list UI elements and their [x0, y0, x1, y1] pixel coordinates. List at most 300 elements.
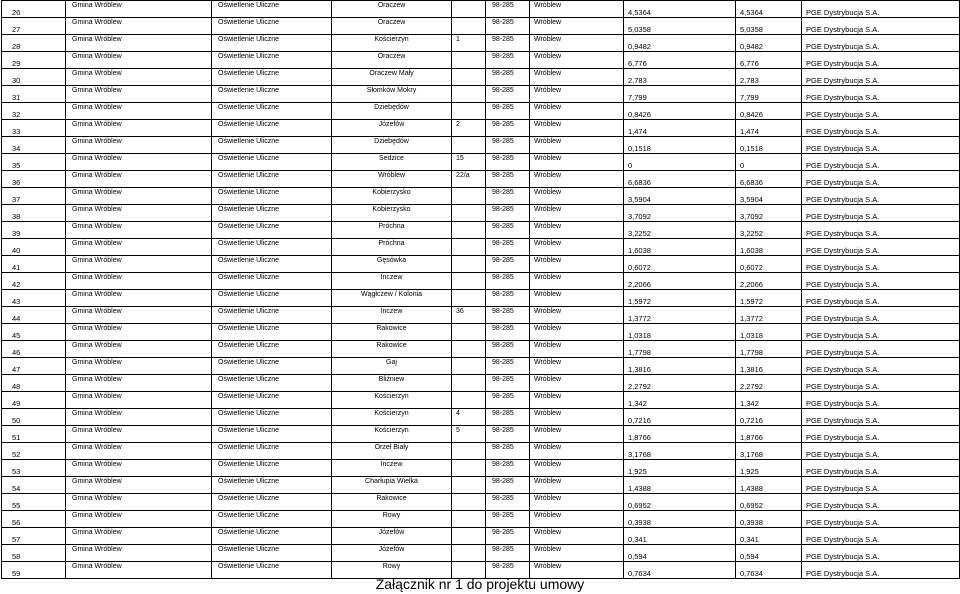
row-number: 27 — [2, 18, 66, 35]
cell-moc-umowna: 0,7634 — [736, 562, 802, 579]
cell-moc: 1,3772 — [624, 307, 736, 324]
cell-kod-pocztowy: 98-285 — [486, 18, 530, 35]
cell-rodzaj: Oświetlenie Uliczne — [212, 171, 332, 188]
row-number: 29 — [2, 52, 66, 69]
cell-moc-umowna: 2,2066 — [736, 273, 802, 290]
cell-moc: 3,2252 — [624, 222, 736, 239]
cell-numer — [452, 103, 486, 120]
cell-rodzaj: Oświetlenie Uliczne — [212, 290, 332, 307]
table-row — [2, 35, 960, 52]
cell-numer — [452, 205, 486, 222]
cell-gmina: Gmina Wróblew — [66, 171, 212, 188]
cell-moc: 0 — [624, 154, 736, 171]
cell-osd: PGE Dystrybucja S.A. — [802, 256, 960, 273]
cell-kod-pocztowy: 98-285 — [486, 307, 530, 324]
cell-kod-pocztowy: 98-285 — [486, 460, 530, 477]
table-row — [2, 392, 960, 409]
cell-kod-pocztowy: 98-285 — [486, 103, 530, 120]
row-number: 49 — [2, 392, 66, 409]
cell-moc-umowna: 0,1518 — [736, 137, 802, 154]
row-number: 48 — [2, 375, 66, 392]
cell-osd: PGE Dystrybucja S.A. — [802, 120, 960, 137]
cell-osd: PGE Dystrybucja S.A. — [802, 358, 960, 375]
cell-moc: 0,341 — [624, 528, 736, 545]
cell-numer: 5 — [452, 426, 486, 443]
row-number: 44 — [2, 307, 66, 324]
cell-poczta: Wróblew — [530, 103, 624, 120]
cell-osd: PGE Dystrybucja S.A. — [802, 528, 960, 545]
cell-kod-pocztowy: 98-285 — [486, 341, 530, 358]
cell-osd: PGE Dystrybucja S.A. — [802, 494, 960, 511]
cell-osd: PGE Dystrybucja S.A. — [802, 222, 960, 239]
cell-moc: 1,3816 — [624, 358, 736, 375]
cell-miejscowosc: Inczew — [332, 460, 452, 477]
row-number: 40 — [2, 239, 66, 256]
table-row — [2, 205, 960, 222]
cell-gmina: Gmina Wróblew — [66, 341, 212, 358]
street-lighting-table — [1, 0, 960, 579]
cell-moc: 4,5364 — [624, 1, 736, 18]
cell-poczta: Wróblew — [530, 1, 624, 18]
cell-osd: PGE Dystrybucja S.A. — [802, 443, 960, 460]
cell-moc: 7,799 — [624, 86, 736, 103]
cell-moc-umowna: 0,7216 — [736, 409, 802, 426]
cell-kod-pocztowy: 98-285 — [486, 375, 530, 392]
cell-miejscowosc: Rowy — [332, 511, 452, 528]
cell-poczta: Wróblew — [530, 307, 624, 324]
cell-kod-pocztowy: 98-285 — [486, 443, 530, 460]
cell-moc-umowna: 1,4388 — [736, 477, 802, 494]
cell-miejscowosc: Rakowice — [332, 341, 452, 358]
cell-kod-pocztowy: 98-285 — [486, 154, 530, 171]
cell-numer: 15 — [452, 154, 486, 171]
table-row — [2, 103, 960, 120]
cell-moc-umowna: 3,2252 — [736, 222, 802, 239]
table-row — [2, 460, 960, 477]
cell-miejscowosc: Oraczew — [332, 18, 452, 35]
cell-poczta: Wróblew — [530, 222, 624, 239]
cell-miejscowosc: Słomków Mokry — [332, 86, 452, 103]
cell-miejscowosc: Rowy — [332, 562, 452, 579]
cell-kod-pocztowy: 98-285 — [486, 290, 530, 307]
cell-poczta: Wróblew — [530, 426, 624, 443]
cell-moc-umowna: 1,8766 — [736, 426, 802, 443]
cell-numer — [452, 341, 486, 358]
cell-moc: 0,594 — [624, 545, 736, 562]
cell-gmina: Gmina Wróblew — [66, 52, 212, 69]
cell-osd: PGE Dystrybucja S.A. — [802, 409, 960, 426]
cell-rodzaj: Oświetlenie Uliczne — [212, 205, 332, 222]
cell-gmina: Gmina Wróblew — [66, 494, 212, 511]
footer-caption: Załącznik nr 1 do projektu umowy — [375, 576, 585, 592]
cell-osd: PGE Dystrybucja S.A. — [802, 103, 960, 120]
cell-kod-pocztowy: 98-285 — [486, 426, 530, 443]
cell-rodzaj: Oświetlenie Uliczne — [212, 137, 332, 154]
cell-miejscowosc: Kobierzysko — [332, 188, 452, 205]
cell-kod-pocztowy: 98-285 — [486, 188, 530, 205]
cell-rodzaj: Oświetlenie Uliczne — [212, 477, 332, 494]
table-row — [2, 273, 960, 290]
cell-miejscowosc: Oraczew Mały — [332, 69, 452, 86]
cell-moc-umowna: 7,799 — [736, 86, 802, 103]
table-row — [2, 324, 960, 341]
cell-moc: 0,1518 — [624, 137, 736, 154]
cell-moc-umowna: 3,5904 — [736, 188, 802, 205]
cell-poczta: Wróblew — [530, 443, 624, 460]
cell-kod-pocztowy: 98-285 — [486, 35, 530, 52]
cell-miejscowosc: Orzeł Biały — [332, 443, 452, 460]
cell-numer: 4 — [452, 409, 486, 426]
cell-moc: 3,7092 — [624, 205, 736, 222]
table-body — [2, 1, 960, 579]
cell-poczta: Wróblew — [530, 375, 624, 392]
cell-poczta: Wróblew — [530, 324, 624, 341]
row-number: 45 — [2, 324, 66, 341]
cell-numer — [452, 460, 486, 477]
cell-gmina: Gmina Wróblew — [66, 103, 212, 120]
cell-gmina: Gmina Wróblew — [66, 307, 212, 324]
cell-moc-umowna: 0,3938 — [736, 511, 802, 528]
row-number: 56 — [2, 511, 66, 528]
row-number: 55 — [2, 494, 66, 511]
cell-rodzaj: Oświetlenie Uliczne — [212, 103, 332, 120]
cell-rodzaj: Oświetlenie Uliczne — [212, 52, 332, 69]
cell-osd: PGE Dystrybucja S.A. — [802, 392, 960, 409]
row-number: 51 — [2, 426, 66, 443]
cell-osd: PGE Dystrybucja S.A. — [802, 290, 960, 307]
cell-kod-pocztowy: 98-285 — [486, 1, 530, 18]
row-number: 33 — [2, 120, 66, 137]
cell-miejscowosc: Gaj — [332, 358, 452, 375]
cell-miejscowosc: Wróblew — [332, 171, 452, 188]
table-row — [2, 494, 960, 511]
row-number: 31 — [2, 86, 66, 103]
cell-rodzaj: Oświetlenie Uliczne — [212, 341, 332, 358]
cell-kod-pocztowy: 98-285 — [486, 222, 530, 239]
cell-kod-pocztowy: 98-285 — [486, 120, 530, 137]
cell-moc: 1,7798 — [624, 341, 736, 358]
cell-numer — [452, 52, 486, 69]
cell-poczta: Wróblew — [530, 290, 624, 307]
row-number: 36 — [2, 171, 66, 188]
cell-moc-umowna: 0,594 — [736, 545, 802, 562]
cell-numer — [452, 392, 486, 409]
cell-gmina: Gmina Wróblew — [66, 137, 212, 154]
cell-numer — [452, 528, 486, 545]
cell-numer — [452, 290, 486, 307]
cell-moc-umowna: 2,783 — [736, 69, 802, 86]
cell-numer — [452, 239, 486, 256]
cell-poczta: Wróblew — [530, 392, 624, 409]
cell-rodzaj: Oświetlenie Uliczne — [212, 69, 332, 86]
cell-moc-umowna: 0,341 — [736, 528, 802, 545]
row-number: 46 — [2, 341, 66, 358]
table-row — [2, 409, 960, 426]
cell-moc: 6,776 — [624, 52, 736, 69]
cell-numer — [452, 188, 486, 205]
cell-kod-pocztowy: 98-285 — [486, 86, 530, 103]
row-number: 37 — [2, 188, 66, 205]
cell-moc: 1,925 — [624, 460, 736, 477]
row-number: 47 — [2, 358, 66, 375]
cell-miejscowosc: Gęsówka — [332, 256, 452, 273]
cell-osd: PGE Dystrybucja S.A. — [802, 137, 960, 154]
cell-rodzaj: Oświetlenie Uliczne — [212, 511, 332, 528]
cell-poczta: Wróblew — [530, 562, 624, 579]
cell-rodzaj: Oświetlenie Uliczne — [212, 1, 332, 18]
table-row — [2, 307, 960, 324]
cell-miejscowosc: Kobierzysko — [332, 205, 452, 222]
cell-poczta: Wróblew — [530, 69, 624, 86]
cell-moc-umowna: 3,1768 — [736, 443, 802, 460]
cell-kod-pocztowy: 98-285 — [486, 409, 530, 426]
cell-rodzaj: Oświetlenie Uliczne — [212, 324, 332, 341]
cell-poczta: Wróblew — [530, 120, 624, 137]
table-row — [2, 477, 960, 494]
cell-rodzaj: Oświetlenie Uliczne — [212, 460, 332, 477]
cell-gmina: Gmina Wróblew — [66, 256, 212, 273]
cell-gmina: Gmina Wróblew — [66, 69, 212, 86]
cell-poczta: Wróblew — [530, 460, 624, 477]
cell-numer — [452, 137, 486, 154]
cell-moc: 0,6072 — [624, 256, 736, 273]
cell-rodzaj: Oświetlenie Uliczne — [212, 494, 332, 511]
cell-moc-umowna: 6,776 — [736, 52, 802, 69]
table-row — [2, 256, 960, 273]
cell-rodzaj: Oświetlenie Uliczne — [212, 239, 332, 256]
cell-rodzaj: Oświetlenie Uliczne — [212, 409, 332, 426]
cell-miejscowosc: Kościerzyn — [332, 392, 452, 409]
cell-moc-umowna: 3,7092 — [736, 205, 802, 222]
cell-osd: PGE Dystrybucja S.A. — [802, 52, 960, 69]
cell-moc: 3,1768 — [624, 443, 736, 460]
row-number: 26 — [2, 1, 66, 18]
cell-numer — [452, 86, 486, 103]
cell-gmina: Gmina Wróblew — [66, 18, 212, 35]
table-row — [2, 239, 960, 256]
cell-moc: 1,474 — [624, 120, 736, 137]
row-number: 52 — [2, 443, 66, 460]
cell-rodzaj: Oświetlenie Uliczne — [212, 256, 332, 273]
cell-gmina: Gmina Wróblew — [66, 409, 212, 426]
cell-moc: 5,0358 — [624, 18, 736, 35]
cell-poczta: Wróblew — [530, 511, 624, 528]
cell-kod-pocztowy: 98-285 — [486, 205, 530, 222]
cell-osd: PGE Dystrybucja S.A. — [802, 1, 960, 18]
cell-numer — [452, 477, 486, 494]
cell-poczta: Wróblew — [530, 477, 624, 494]
table-row — [2, 341, 960, 358]
cell-gmina: Gmina Wróblew — [66, 239, 212, 256]
cell-miejscowosc: Inczew — [332, 273, 452, 290]
row-number: 39 — [2, 222, 66, 239]
cell-poczta: Wróblew — [530, 273, 624, 290]
cell-moc-umowna: 1,474 — [736, 120, 802, 137]
cell-numer — [452, 18, 486, 35]
cell-gmina: Gmina Wróblew — [66, 35, 212, 52]
cell-numer — [452, 256, 486, 273]
cell-osd: PGE Dystrybucja S.A. — [802, 86, 960, 103]
cell-numer — [452, 358, 486, 375]
cell-numer — [452, 511, 486, 528]
cell-kod-pocztowy: 98-285 — [486, 477, 530, 494]
cell-rodzaj: Oświetlenie Uliczne — [212, 307, 332, 324]
cell-gmina: Gmina Wróblew — [66, 443, 212, 460]
cell-rodzaj: Oświetlenie Uliczne — [212, 86, 332, 103]
cell-kod-pocztowy: 98-285 — [486, 494, 530, 511]
cell-moc-umowna: 1,6038 — [736, 239, 802, 256]
table-row — [2, 171, 960, 188]
table-row — [2, 52, 960, 69]
cell-poczta: Wróblew — [530, 341, 624, 358]
cell-moc-umowna: 1,5972 — [736, 290, 802, 307]
cell-kod-pocztowy: 98-285 — [486, 358, 530, 375]
cell-osd: PGE Dystrybucja S.A. — [802, 307, 960, 324]
table-row — [2, 443, 960, 460]
cell-poczta: Wróblew — [530, 188, 624, 205]
cell-numer — [452, 375, 486, 392]
cell-poczta: Wróblew — [530, 171, 624, 188]
row-number: 57 — [2, 528, 66, 545]
cell-poczta: Wróblew — [530, 494, 624, 511]
cell-poczta: Wróblew — [530, 137, 624, 154]
cell-numer — [452, 545, 486, 562]
cell-moc-umowna: 2,2792 — [736, 375, 802, 392]
row-number: 50 — [2, 409, 66, 426]
cell-osd: PGE Dystrybucja S.A. — [802, 324, 960, 341]
cell-gmina: Gmina Wróblew — [66, 120, 212, 137]
table-row — [2, 511, 960, 528]
cell-moc: 1,0318 — [624, 324, 736, 341]
cell-rodzaj: Oświetlenie Uliczne — [212, 545, 332, 562]
cell-gmina: Gmina Wróblew — [66, 562, 212, 579]
table-row — [2, 188, 960, 205]
row-number: 38 — [2, 205, 66, 222]
cell-gmina: Gmina Wróblew — [66, 545, 212, 562]
cell-poczta: Wróblew — [530, 18, 624, 35]
cell-rodzaj: Oświetlenie Uliczne — [212, 35, 332, 52]
cell-moc: 0,7634 — [624, 562, 736, 579]
cell-rodzaj: Oświetlenie Uliczne — [212, 426, 332, 443]
cell-poczta: Wróblew — [530, 528, 624, 545]
cell-numer: 22/a — [452, 171, 486, 188]
cell-rodzaj: Oświetlenie Uliczne — [212, 273, 332, 290]
cell-moc-umowna: 0 — [736, 154, 802, 171]
cell-kod-pocztowy: 98-285 — [486, 239, 530, 256]
table-row — [2, 1, 960, 18]
cell-rodzaj: Oświetlenie Uliczne — [212, 392, 332, 409]
cell-osd: PGE Dystrybucja S.A. — [802, 273, 960, 290]
table-row — [2, 290, 960, 307]
cell-gmina: Gmina Wróblew — [66, 528, 212, 545]
cell-kod-pocztowy: 98-285 — [486, 256, 530, 273]
row-number: 32 — [2, 103, 66, 120]
cell-poczta: Wróblew — [530, 154, 624, 171]
cell-osd: PGE Dystrybucja S.A. — [802, 460, 960, 477]
table-row — [2, 86, 960, 103]
cell-miejscowosc: Oraczew — [332, 1, 452, 18]
cell-gmina: Gmina Wróblew — [66, 477, 212, 494]
cell-rodzaj: Oświetlenie Uliczne — [212, 562, 332, 579]
cell-moc-umowna: 6,6836 — [736, 171, 802, 188]
cell-miejscowosc: Rakowice — [332, 324, 452, 341]
table-row — [2, 69, 960, 86]
cell-numer — [452, 69, 486, 86]
cell-gmina: Gmina Wróblew — [66, 188, 212, 205]
cell-rodzaj: Oświetlenie Uliczne — [212, 18, 332, 35]
cell-numer: 36 — [452, 307, 486, 324]
cell-numer — [452, 324, 486, 341]
cell-poczta: Wróblew — [530, 256, 624, 273]
cell-moc: 2,2066 — [624, 273, 736, 290]
cell-rodzaj: Oświetlenie Uliczne — [212, 154, 332, 171]
cell-miejscowosc: Próchna — [332, 222, 452, 239]
cell-moc: 3,5904 — [624, 188, 736, 205]
cell-osd: PGE Dystrybucja S.A. — [802, 171, 960, 188]
cell-miejscowosc: Charłupia Wielka — [332, 477, 452, 494]
cell-gmina: Gmina Wróblew — [66, 392, 212, 409]
cell-kod-pocztowy: 98-285 — [486, 137, 530, 154]
cell-numer: 1 — [452, 35, 486, 52]
cell-moc-umowna: 0,9482 — [736, 35, 802, 52]
cell-kod-pocztowy: 98-285 — [486, 171, 530, 188]
cell-kod-pocztowy: 98-285 — [486, 528, 530, 545]
cell-rodzaj: Oświetlenie Uliczne — [212, 443, 332, 460]
cell-osd: PGE Dystrybucja S.A. — [802, 154, 960, 171]
cell-moc: 1,6038 — [624, 239, 736, 256]
cell-osd: PGE Dystrybucja S.A. — [802, 35, 960, 52]
table-row — [2, 222, 960, 239]
cell-kod-pocztowy: 98-285 — [486, 52, 530, 69]
cell-moc-umowna: 1,3816 — [736, 358, 802, 375]
cell-moc: 2,783 — [624, 69, 736, 86]
cell-numer: 2 — [452, 120, 486, 137]
cell-miejscowosc: Próchna — [332, 239, 452, 256]
table-row — [2, 375, 960, 392]
cell-osd: PGE Dystrybucja S.A. — [802, 188, 960, 205]
cell-osd: PGE Dystrybucja S.A. — [802, 341, 960, 358]
cell-kod-pocztowy: 98-285 — [486, 69, 530, 86]
cell-moc: 1,4388 — [624, 477, 736, 494]
cell-gmina: Gmina Wróblew — [66, 205, 212, 222]
cell-miejscowosc: Kościerzyn — [332, 409, 452, 426]
cell-miejscowosc: Kościerzyn — [332, 426, 452, 443]
cell-moc: 0,6952 — [624, 494, 736, 511]
cell-moc-umowna: 1,925 — [736, 460, 802, 477]
cell-moc: 0,7216 — [624, 409, 736, 426]
cell-moc: 1,5972 — [624, 290, 736, 307]
cell-rodzaj: Oświetlenie Uliczne — [212, 120, 332, 137]
cell-rodzaj: Oświetlenie Uliczne — [212, 358, 332, 375]
table-row — [2, 137, 960, 154]
cell-gmina: Gmina Wróblew — [66, 273, 212, 290]
cell-gmina: Gmina Wróblew — [66, 290, 212, 307]
row-number: 34 — [2, 137, 66, 154]
cell-miejscowosc: Dziebędów — [332, 137, 452, 154]
cell-kod-pocztowy: 98-285 — [486, 392, 530, 409]
cell-numer — [452, 222, 486, 239]
cell-miejscowosc: Józefów — [332, 528, 452, 545]
cell-miejscowosc: Józefów — [332, 545, 452, 562]
row-number: 30 — [2, 69, 66, 86]
row-number: 35 — [2, 154, 66, 171]
cell-miejscowosc: Wągłczew / Kolonia — [332, 290, 452, 307]
cell-poczta: Wróblew — [530, 86, 624, 103]
cell-poczta: Wróblew — [530, 545, 624, 562]
cell-moc-umowna: 5,0358 — [736, 18, 802, 35]
cell-rodzaj: Oświetlenie Uliczne — [212, 375, 332, 392]
table-row — [2, 120, 960, 137]
